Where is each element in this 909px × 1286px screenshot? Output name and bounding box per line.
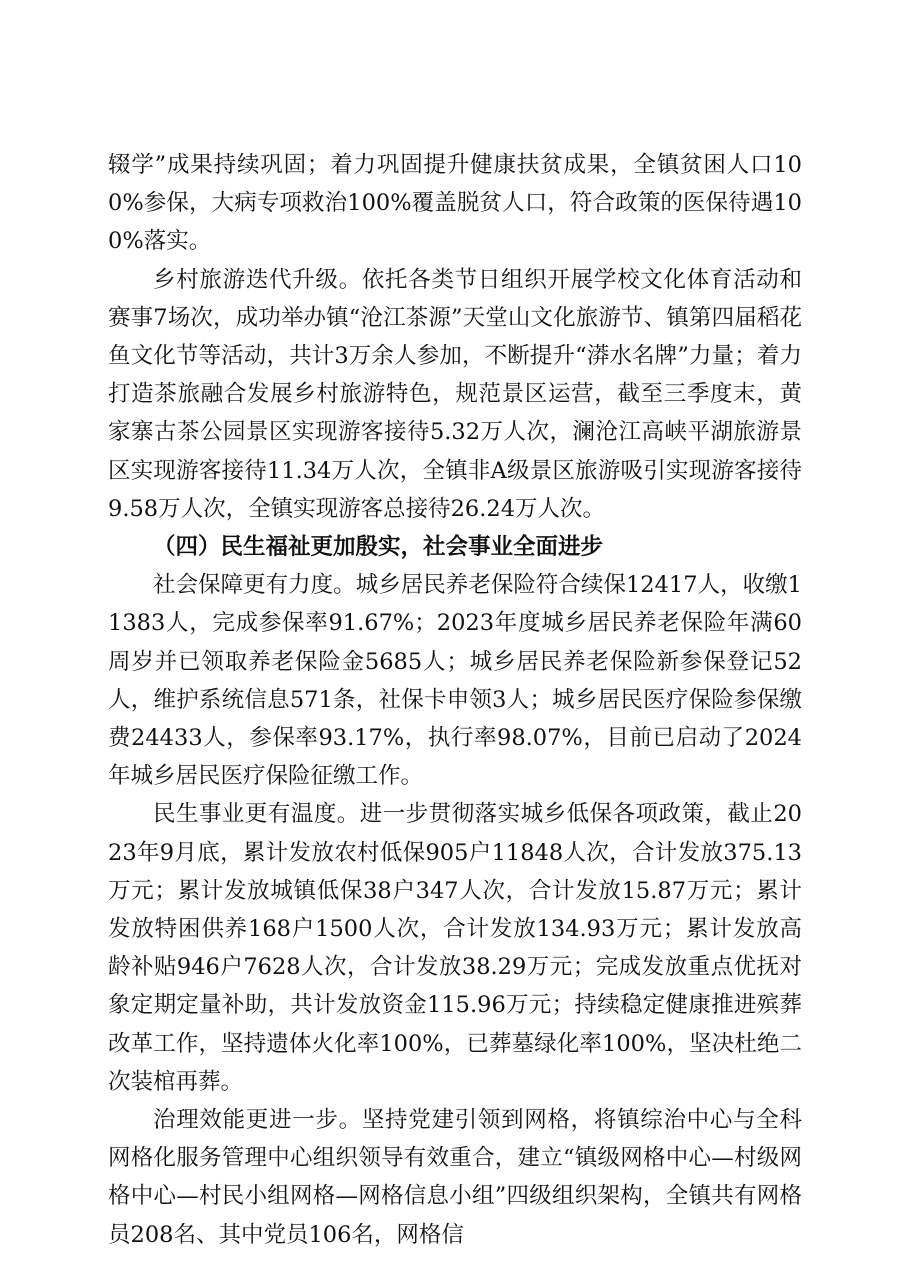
section-heading-4: （四）民生福祉更加殷实，社会事业全面进步 [153, 534, 604, 561]
paragraph-livelihood: 民生事业更有温度。进一步贯彻落实城乡低保各项政策，截止2023年9月底，累计发放农村低保905户11848人次，合计发放375.13万元；累计发放城镇低保38户347人次，合计发放15.87万元；累计发放特困供养168户1500人次，合计发放134.93万元；累计发放高龄补贴946户7628人次，合计发放38.29万元；完成发放重点优抚对象定期定量补助，共计发放资金115.96万元；持续稳定健康推进殡葬改革工作，坚持遗体火化率100%，已葬墓绿化率100%，坚决杜绝二次装棺再葬。 [108, 801, 802, 1095]
paragraph-continuation: 辍学”成果持续巩固；着力巩固提升健康扶贫成果，全镇贫困人口100%参保，大病专项救治100%覆盖脱贫人口，符合政策的医保待遇100%落实。 [108, 152, 802, 255]
paragraph-social-security: 社会保障更有力度。城乡居民养老保险符合续保12417人，收缴11383人，完成参保率91.67%；2023年度城乡居民养老保险年满60周岁并已领取养老保险金5685人；城乡居民养老保险新参保登记52人，维护系统信息571条，社保卡申领3人；城乡居民医疗保险参保缴费24433人，参保率93.17%，执行率98.07%，目前已启动了2024年城乡居民医疗保险征缴工作。 [108, 572, 802, 790]
paragraph-governance: 治理效能更进一步。坚持党建引领到网格，将镇综治中心与全科网格化服务管理中心组织领导有效重合，建立“镇级网格中心—村级网格中心—村民小组网格—网格信息小组”四级组织架构，全镇共有网格员208名、其中党员106名，网格信 [108, 1107, 802, 1248]
document-body [108, 146, 802, 1254]
paragraph-rural-tourism: 乡村旅游迭代升级。依托各类节日组织开展学校文化体育活动和赛事7场次，成功举办镇“沧江茶源”天堂山文化旅游节、镇第四届稻花鱼文化节等活动，共计3万余人参加，不断提升“漭水名牌”力量；着力打造茶旅融合发展乡村旅游特色，规范景区运营，截至三季度末，黄家寨古茶公园景区实现游客接待5.32万人次，澜沧江高峡平湖旅游景区实现游客接待11.34万人次，全镇非A级景区旅游吸引实现游客接待9.58万人次，全镇实现游客总接待26.24万人次。 [108, 266, 802, 522]
